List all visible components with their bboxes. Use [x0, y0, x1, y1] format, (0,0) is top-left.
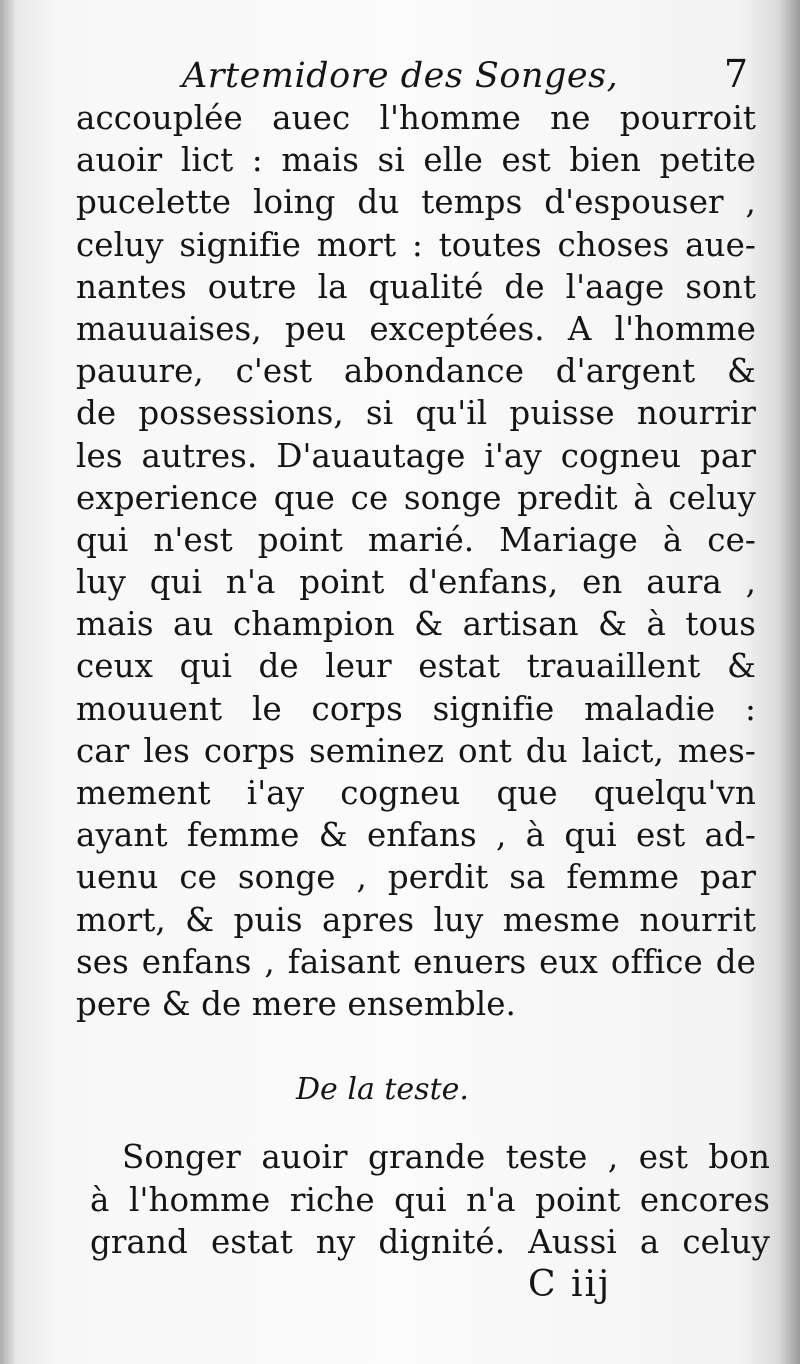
body-line: accouplée auec l'homme ne pourroit	[76, 99, 756, 137]
page-left-edge-shadow	[0, 0, 14, 1364]
body-line: luy qui n'a point d'enfans, en aura ,	[76, 563, 756, 602]
body-line: mement i'ay cogneu que quelqu'vn	[76, 774, 756, 812]
body-line: mort, & puis apres luy mesme nourrit	[76, 900, 756, 939]
section-heading: De la teste.	[296, 1072, 469, 1107]
body-line: experience que ce songe predit à celuy	[76, 478, 756, 517]
body-line: pucelette loing du temps d'espouser ,	[76, 183, 756, 222]
body-line: nantes outre la qualité de l'aage sont	[76, 267, 756, 306]
section-line: grand estat ny dignité. Aussi a celuy	[90, 1223, 770, 1261]
section-text	[90, 1136, 770, 1264]
page-number: 7	[723, 52, 748, 96]
body-line: pere & de mere ensemble.	[76, 984, 516, 1023]
body-line: mouuent le corps signifie maladie :	[76, 689, 756, 728]
body-line: pauure, c'est abondance d'argent &	[76, 352, 756, 391]
signature-mark: C iij	[528, 1264, 612, 1305]
body-line: de possessions, si qu'il puisse nourrir	[76, 394, 756, 433]
body-line: car les corps seminez ont du laict, mes-	[76, 731, 756, 770]
page-header	[78, 50, 748, 100]
body-line: ayant femme & enfans , à qui est ad-	[76, 816, 756, 855]
body-line: mais au champion & artisan & à tous	[76, 605, 756, 644]
body-line: qui n'est point marié. Mariage à ce-	[76, 520, 756, 559]
body-text	[76, 97, 756, 1025]
body-line: ses enfans , faisant enuers eux office de	[76, 942, 756, 981]
body-line: les autres. D'auautage i'ay cogneu par	[76, 436, 756, 475]
body-line: mauuaises, peu exceptées. A l'homme	[76, 309, 756, 348]
section-line: Songer auoir grande teste , est bon	[122, 1138, 770, 1176]
body-line: celuy signifie mort : toutes choses aue-	[76, 225, 756, 264]
body-line: ceux qui de leur estat trauaillent &	[76, 647, 756, 686]
running-title: Artemidore des Songes,	[182, 56, 619, 96]
body-line: uenu ce songe , perdit sa femme par	[76, 858, 756, 897]
page-right-edge-shadow	[778, 0, 800, 1364]
section-line: à l'homme riche qui n'a point encores	[90, 1180, 770, 1219]
body-line: auoir lict : mais si elle est bien petite	[76, 141, 756, 180]
